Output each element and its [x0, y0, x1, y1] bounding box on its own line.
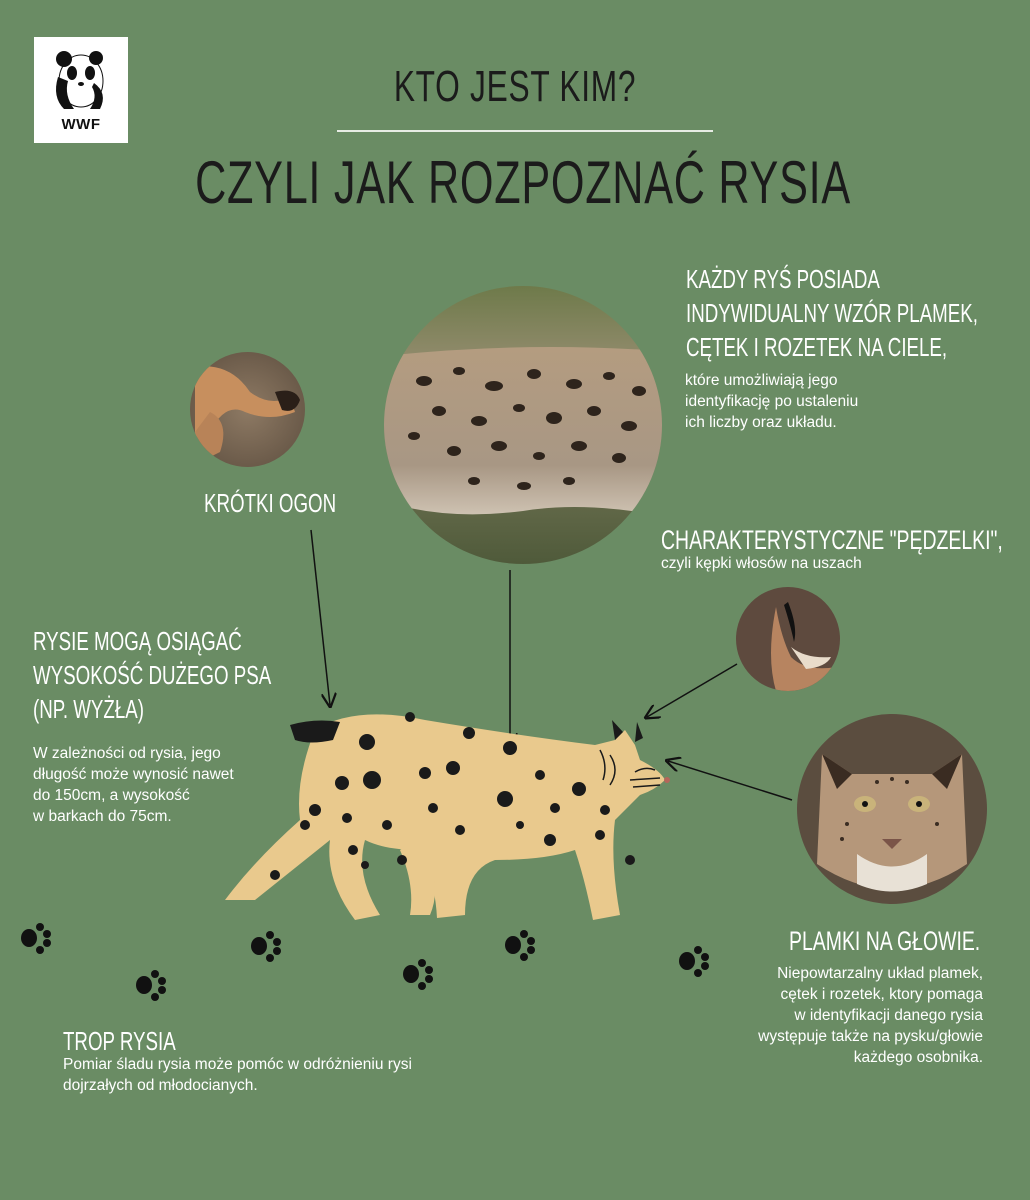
spots-heading — [686, 262, 1030, 364]
track-description-line: dojrzałych od młodocianych. — [63, 1077, 258, 1094]
size-description — [33, 743, 234, 827]
tail-heading: KRÓTKI OGON — [204, 488, 337, 518]
spots-heading-line: INDYWIDUALNY WZÓR PLAMEK, — [686, 298, 978, 328]
head-spots-description-line: cętek i rozetek, ktory pomaga — [780, 986, 983, 1003]
paw-icon — [21, 923, 51, 954]
size-description-line: W zależności od rysia, jego — [33, 745, 221, 762]
paw-icon — [251, 931, 281, 962]
paw-icon — [403, 959, 433, 990]
track-heading: TROP RYSIA — [63, 1026, 176, 1056]
ears-description: czyli kępki włosów na uszach — [661, 555, 862, 572]
logo-text: WWF — [61, 116, 101, 133]
paw-icon — [136, 970, 166, 1001]
page-title: KTO JEST KIM? — [393, 62, 637, 111]
ears-heading: CHARAKTERYSTYCZNE "PĘDZELKI", — [661, 525, 1003, 555]
size-heading-line: (NP. WYŻŁA) — [33, 694, 144, 724]
size-description-line: do 150cm, a wysokość — [33, 787, 190, 804]
page-subtitle: CZYLI JAK ROZPOZNAĆ RYSIA — [195, 149, 851, 216]
spots-description — [685, 370, 858, 433]
spots-heading-line: CĘTEK I ROZETEK NA CIELE, — [686, 332, 948, 362]
spots-description-line: ich liczby oraz układu. — [685, 414, 837, 431]
size-heading-line: RYSIE MOGĄ OSIĄGAĆ — [33, 626, 242, 656]
size-heading-line: WYSOKOŚĆ DUŻEGO PSA — [33, 660, 272, 690]
paw-prints — [0, 915, 730, 1005]
size-description-line: w barkach do 75cm. — [33, 808, 172, 825]
track-description-line: Pomiar śladu rysia może pomóc w odróżnieniu rysi — [63, 1056, 412, 1073]
spots-heading-line: KAŻDY RYŚ POSIADA — [686, 264, 880, 294]
spots-description-line: które umożliwiają jego — [685, 372, 838, 389]
size-heading — [33, 624, 364, 726]
head-spots-description-line: każdego osobnika. — [853, 1049, 983, 1066]
spots-description-line: identyfikację po ustaleniu — [685, 393, 859, 410]
track-description — [63, 1054, 412, 1096]
head-spots-description-line: w identyfikacji danego rysia — [794, 1007, 983, 1024]
head-spots-heading: PLAMKI NA GŁOWIE. — [789, 926, 981, 956]
paw-icon — [679, 946, 709, 977]
head-spots-description — [758, 963, 983, 1068]
head-spots-description-line: Niepowtarzalny układ plamek, — [777, 965, 983, 982]
size-description-line: długość może wynosić nawet — [33, 766, 234, 783]
head-spots-description-line: występuje także na pysku/głowie — [758, 1028, 983, 1045]
lynx-illustration — [215, 700, 715, 930]
paw-icon — [505, 930, 535, 961]
